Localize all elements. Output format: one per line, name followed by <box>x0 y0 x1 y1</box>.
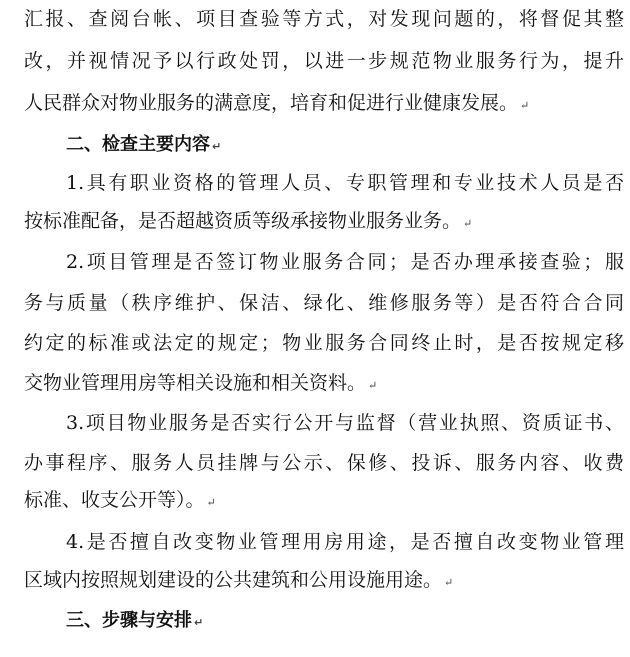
intro-line-2: 改，并视情况予以行政处罚，以进一步规范物业服务行为，提升 <box>24 50 624 72</box>
item1-line-2-text: 按标准配备，是否超越资质等级承接物业服务业务。 <box>24 210 462 232</box>
item3-line-3 <box>24 488 624 512</box>
item2-line-1: 2.项目管理是否签订物业服务合同；是否办理承接查验；服 <box>66 251 624 273</box>
paragraph-mark-icon: ↵ <box>206 496 216 509</box>
section-heading-2-text: 二、检查主要内容 <box>66 134 210 155</box>
item3-line-3-text: 标准、收支公开等）。 <box>24 489 205 511</box>
item2-line-3: 约定的标准或法定的规定；物业服务合同终止时，是否按规定移 <box>24 332 624 354</box>
item1-line-1: 1.具有职业资格的管理人员、专职管理和专业技术人员是否 <box>66 172 624 194</box>
paragraph-mark-icon: ↵ <box>520 99 530 112</box>
paragraph-mark-icon: ↵ <box>444 576 454 589</box>
item4-line-2 <box>24 568 624 592</box>
paragraph-mark-icon: ↵ <box>212 140 222 153</box>
item4-line-1: 4.是否擅自改变物业管理用房用途，是否擅自改变物业管理 <box>66 531 624 553</box>
item1-line-2 <box>24 209 624 233</box>
paragraph-mark-icon: ↵ <box>194 616 204 629</box>
intro-line-3-text: 人民群众对物业服务的满意度，培育和促进行业健康发展。 <box>24 92 519 114</box>
item2-line-4 <box>24 371 624 395</box>
intro-line-1: 汇报、查阅台帐、项目查验等方式，对发现问题的，将督促其整 <box>24 8 624 30</box>
item2-line-2: 务与质量（秩序维护、保洁、绿化、维修服务等）是否符合合同 <box>24 292 624 314</box>
paragraph-mark-icon: ↵ <box>463 217 473 230</box>
paragraph-mark-icon: ↵ <box>368 379 378 392</box>
item4-line-2-text: 区域内按照规划建设的公共建筑和公用设施用途。 <box>24 569 443 591</box>
section-heading-2 <box>66 133 624 157</box>
section-heading-3-text: 三、步骤与安排 <box>66 610 192 631</box>
intro-line-3 <box>24 91 624 115</box>
section-heading-3 <box>66 609 624 633</box>
item3-line-1: 3.项目物业服务是否实行公开与监督（营业执照、资质证书、 <box>66 412 624 434</box>
item2-line-4-text: 交物业管理用房等相关设施和相关资料。 <box>24 372 367 394</box>
item3-line-2: 办事程序、服务人员挂牌与公示、保修、投诉、服务内容、收费 <box>24 452 624 474</box>
